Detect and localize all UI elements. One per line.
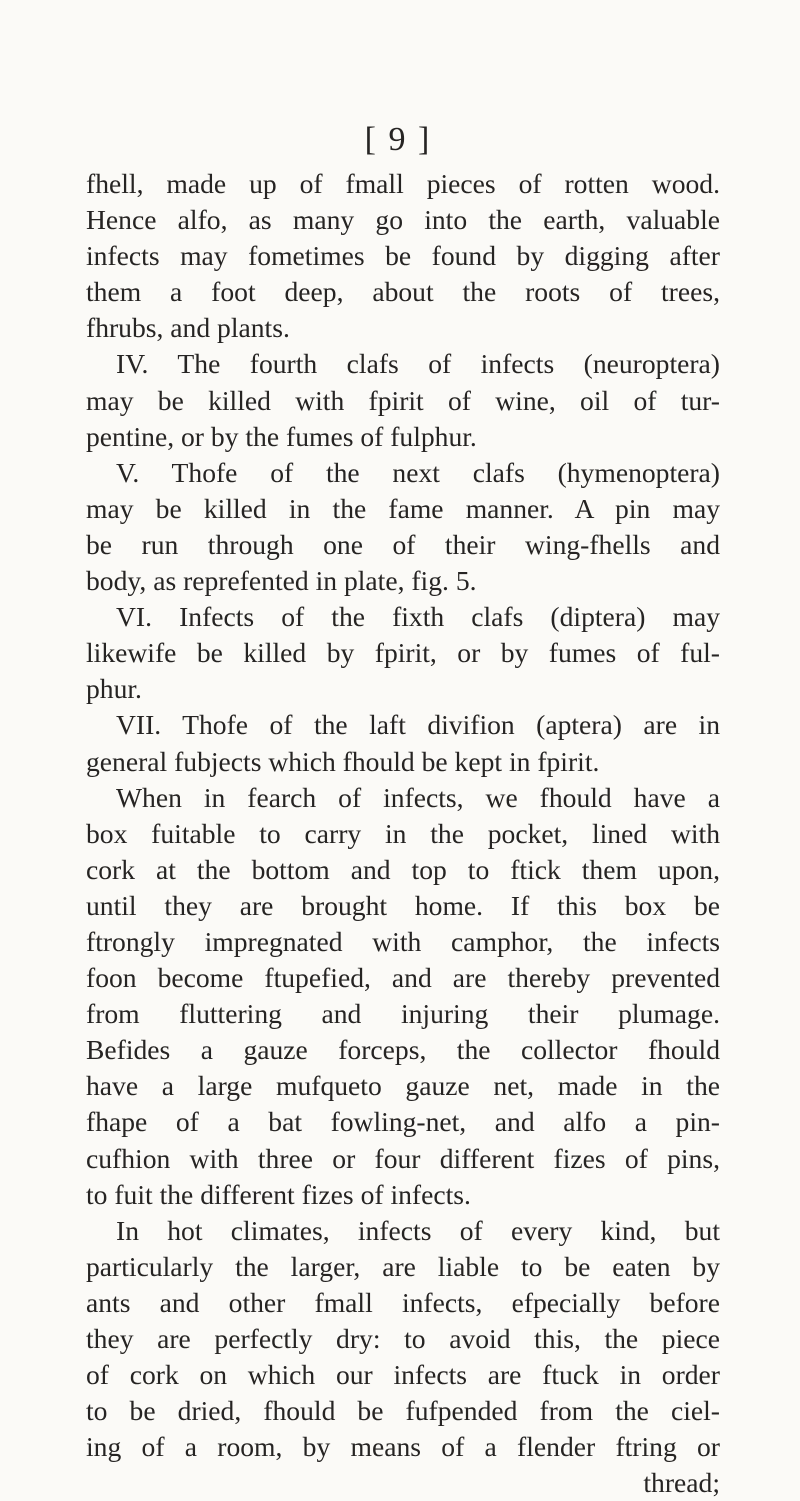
text-line: ftrongly impregnated with camphor, the infects — [86, 925, 720, 957]
text-line: Befides a gauze forceps, the collector fhould — [86, 1034, 720, 1066]
text-line: In hot climates, infects of every kind, but — [116, 1214, 720, 1246]
text-line: fhell, made up of fmall pieces of rotten wood. — [86, 168, 720, 199]
text-line: from fluttering and injuring their plumage. — [86, 998, 720, 1030]
text-line: When in fearch of infects, we fhould have a — [116, 781, 720, 813]
text-line: cork at the bottom and top to ftick them upon, — [86, 853, 720, 885]
text-line: phur. — [86, 673, 142, 705]
text-line: foon become ftupefied, and are thereby prevented — [86, 962, 720, 994]
text-line: cufhion with three or four different fizes of pins, — [86, 1142, 720, 1174]
text-line: VI. Infects of the fixth clafs (diptera) may — [116, 601, 720, 633]
text-line: may be killed with fpirit of wine, oil of tur- — [86, 384, 720, 416]
text-line: infects may fometimes be found by digging after — [86, 240, 720, 272]
text-line: may be killed in the fame manner. A pin may — [86, 492, 720, 524]
body-text — [86, 166, 720, 1501]
text-line: have a large mufqueto gauze net, made in the — [86, 1070, 720, 1102]
text-line: likewife be killed by fpirit, or by fumes of ful- — [86, 637, 720, 669]
text-line: of cork on which our infects are ftuck in order — [86, 1359, 720, 1391]
text-line: IV. The fourth clafs of infects (neuroptera) — [116, 348, 720, 380]
text-line: VII. Thofe of the laft divifion (aptera) are in — [116, 709, 720, 741]
text-line: particularly the larger, are liable to be eaten by — [86, 1250, 720, 1282]
text-line: general fubjects which fhould be kept in fpirit. — [86, 745, 600, 777]
text-line: box fuitable to carry in the pocket, lined with — [86, 817, 720, 849]
text-line: V. Thofe of the next clafs (hymenoptera) — [116, 456, 720, 488]
text-line: ants and other fmall infects, efpecially before — [86, 1286, 720, 1318]
text-line: fhape of a bat fowling-net, and alfo a pin- — [86, 1106, 720, 1138]
page-number-header: [ 9 ] — [364, 121, 432, 158]
text-line: body, as reprefented in plate, fig. 5. — [86, 565, 477, 597]
text-line: be run through one of their wing-fhells and — [86, 528, 720, 560]
text-line: ing of a room, by means of a flender ftring or — [86, 1431, 720, 1463]
text-line: they are perfectly dry: to avoid this, the piece — [86, 1323, 720, 1354]
text-line: to be dried, fhould be fufpended from the ciel- — [86, 1395, 720, 1427]
text-line: pentine, or by the fumes of fulphur. — [86, 420, 477, 452]
text-line: fhrubs, and plants. — [86, 312, 290, 344]
text-line: them a foot deep, about the roots of trees, — [86, 276, 720, 308]
text-line: Hence alfo, as many go into the earth, valuable — [86, 204, 720, 236]
text-line: to fuit the different fizes of infects. — [86, 1178, 471, 1210]
text-line: until they are brought home. If this box be — [86, 889, 720, 921]
text-line: thread; — [643, 1467, 720, 1499]
